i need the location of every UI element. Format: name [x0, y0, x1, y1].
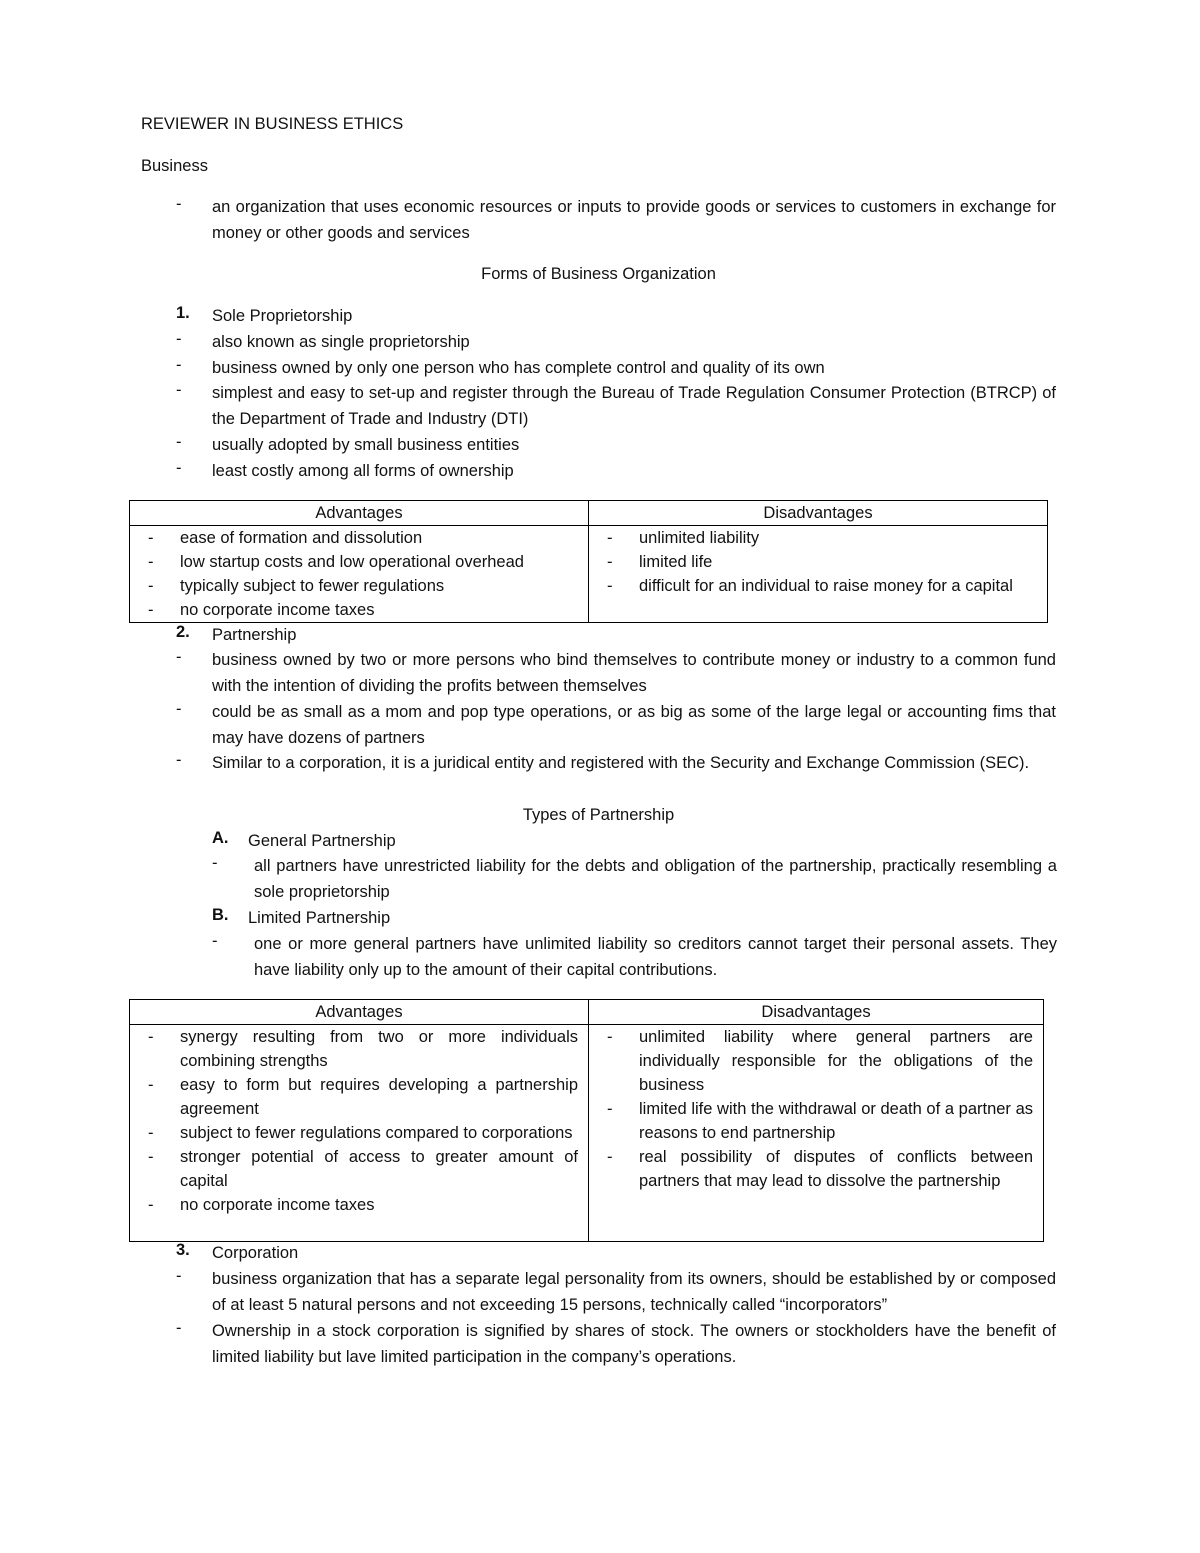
section-number: 1. — [176, 304, 190, 322]
list-item: - one or more general partners have unlimited liability so creditors cannot target their personal assets. They have liability only up to the amount of their capital contributions. — [212, 932, 1057, 979]
list-item: - business organization that has a separate legal personality from its owners, should be established by or composed of at least 5 natural persons and not exceeding 15 persons, technically called “incorporators” — [176, 1267, 1056, 1314]
document-title: REVIEWER IN BUSINESS ETHICS — [141, 115, 404, 133]
list-item: - no corporate income taxes — [148, 1196, 375, 1214]
list-item: - business owned by two or more persons who bind themselves to contribute money or industry to a common fund with the intention of dividing the profits between themselves — [176, 648, 1056, 695]
list-item: - business owned by only one person who has complete control and quality of its own — [176, 356, 825, 377]
list-item: - unlimited liability — [607, 529, 760, 547]
sole-proprietorship-table — [129, 500, 1048, 623]
list-item: - real possibility of disputes of conflicts between partners that may lead to dissolve the partnership — [607, 1148, 1033, 1190]
disadvantages-cell — [589, 526, 1048, 623]
list-item: - simplest and easy to set-up and register through the Bureau of Trade Regulation Consumer Protection (BTRCP) of the Department of Trade and Industry (DTI) — [176, 381, 1056, 428]
forms-heading: Forms of Business Organization — [481, 265, 716, 283]
advantages-cell — [130, 526, 589, 623]
list-item: - synergy resulting from two or more individuals combining strengths — [148, 1028, 578, 1070]
section-heading: Sole Proprietorship — [212, 307, 353, 325]
list-item: - Similar to a corporation, it is a juridical entity and registered with the Security and Exchange Commission (SEC). — [176, 751, 1030, 772]
business-definition — [176, 195, 1056, 246]
partnership-heading — [176, 623, 1056, 649]
list-item: - ease of formation and dissolution — [148, 529, 423, 547]
list-item: - could be as small as a mom and pop type operations, or as big as some of the large legal or accounting fims that may have dozens of partners — [176, 700, 1056, 747]
section-number: 2. — [176, 623, 190, 641]
limited-partnership-heading: B. Limited Partnership — [212, 906, 391, 927]
list-item: - usually adopted by small business entities — [176, 433, 520, 454]
list-item: - subject to fewer regulations compared to corporations — [148, 1124, 573, 1142]
list-item: - typically subject to fewer regulations — [148, 577, 445, 595]
list-item: - low startup costs and low operational overhead — [148, 553, 524, 571]
list-item: - least costly among all forms of ownership — [176, 459, 514, 480]
disadvantages-cell — [589, 1025, 1044, 1242]
section-heading: Corporation — [212, 1244, 299, 1262]
disadvantages-header: Disadvantages — [589, 501, 1048, 526]
bullet-dash: - — [176, 195, 182, 213]
list-item: - difficult for an individual to raise money for a capital — [607, 577, 1013, 595]
list-item: - also known as single proprietorship — [176, 330, 470, 351]
general-partnership-heading: A. General Partnership — [212, 829, 396, 850]
sole-proprietorship-heading — [176, 304, 1056, 330]
list-item: - no corporate income taxes — [148, 601, 375, 619]
types-of-partnership-heading: Types of Partnership — [522, 806, 675, 824]
list-item: - Ownership in a stock corporation is signified by shares of stock. The owners or stockholders have the benefit of limited liability but lave limited participation in the company’s operations. — [176, 1319, 1056, 1366]
advantages-cell — [130, 1025, 589, 1242]
list-item: - limited life with the withdrawal or death of a partner as reasons to end partnership — [607, 1100, 1033, 1142]
business-heading: Business — [141, 157, 208, 175]
disadvantages-header: Disadvantages — [589, 1000, 1044, 1025]
section-number: 3. — [176, 1241, 190, 1259]
business-definition-text: an organization that uses economic resources or inputs to provide goods or services to customers in exchange for money or other goods and services — [212, 198, 1056, 242]
section-heading: Partnership — [212, 626, 297, 644]
advantages-header: Advantages — [130, 501, 589, 526]
list-item: - unlimited liability where general partners are individually responsible for the obligations of the business — [607, 1028, 1033, 1094]
list-item: - all partners have unrestricted liability for the debts and obligation of the partnership, practically resembling a sole proprietorship — [212, 854, 1057, 901]
list-item: - easy to form but requires developing a partnership agreement — [148, 1076, 578, 1118]
list-item: - limited life — [607, 553, 713, 571]
list-item: - stronger potential of access to greater amount of capital — [148, 1148, 578, 1190]
advantages-header: Advantages — [130, 1000, 589, 1025]
partnership-table — [129, 999, 1044, 1242]
corporation-heading — [176, 1241, 1056, 1267]
